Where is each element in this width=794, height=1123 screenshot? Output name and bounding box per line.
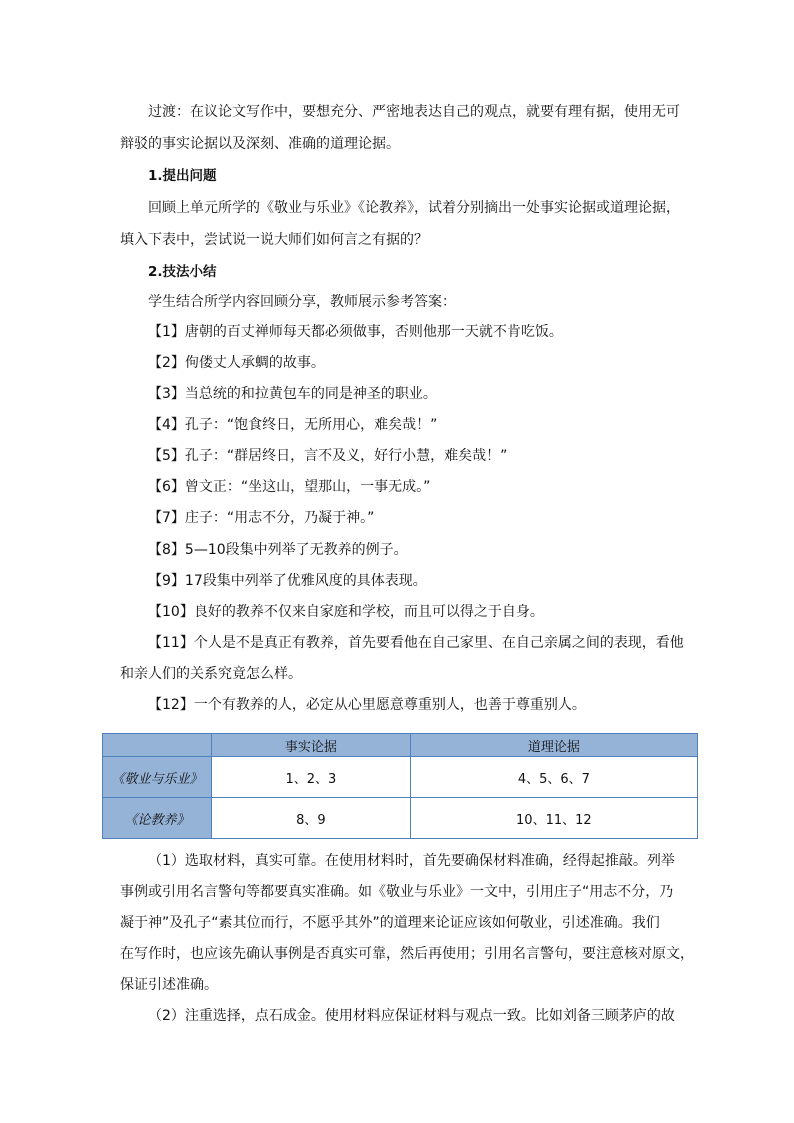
answer-5: 【5】孔子：“群居终日，言不及义，好行小慧，难矣哉！” (148, 448, 508, 464)
answer-2: 【2】佝偻丈人承蜩的故事。 (148, 355, 325, 371)
row-label-jiaoyang: 《论教养》 (103, 798, 212, 839)
question-line-1: 回顾上单元所学的《敬业与乐业》《论教养》，试着分别摘出一处事实论据或道理论据， (148, 200, 680, 216)
point-1-line-4: 在写作时，也应该先确认事例是否真实可靠，然后再使用；引用名言警句，要注意核对原文， (120, 946, 694, 962)
point-2-line-1: （2）注重选择，点石成金。使用材料应保证材料与观点一致。比如刘备三顾茅庐的故 (148, 1008, 675, 1024)
answer-12: 【12】一个有教养的人，必定从心里愿意尊重别人，也善于尊重别人。 (148, 697, 586, 713)
answer-3: 【3】当总统的和拉黄包车的同是神圣的职业。 (148, 386, 437, 402)
answer-9: 【9】17段集中列举了优雅风度的具体表现。 (148, 573, 427, 589)
table-header-row (103, 734, 698, 757)
cell-jiaoyang-fact: 8、9 (212, 798, 411, 839)
answer-11-line-2: 和亲人们的关系究竟怎么样。 (120, 666, 302, 682)
evidence-table (102, 733, 698, 839)
transition-line-1: 过渡：在议论文写作中，要想充分、严密地表达自己的观点，就要有理有据，使用无可 (148, 104, 680, 120)
heading-technique-summary: 2.技法小结 (148, 264, 217, 280)
cell-jingye-reason: 4、5、6、7 (410, 757, 697, 798)
row-label-jingye: 《敬业与乐业》 (103, 757, 212, 798)
answer-7: 【7】庄子：“用志不分，乃凝于神。” (148, 510, 375, 526)
point-1-line-3: 凝于神”及孔子“素其位而行，不愿乎其外”的道理来论证应该如何敬业，引述准确。我们 (120, 915, 660, 931)
intro-line: 学生结合所学内容回顾分享，教师展示参考答案： (148, 294, 456, 310)
cell-jingye-fact: 1、2、3 (212, 757, 411, 798)
transition-line-2: 辩驳的事实论据以及深刻、准确的道理论据。 (120, 136, 400, 152)
answer-6: 【6】曾文正：“坐这山，望那山，一事无成。” (148, 479, 431, 495)
answer-4: 【4】孔子：“饱食终日，无所用心，难矣哉！” (148, 417, 438, 433)
point-1-line-2: 事例或引用名言警句等都要真实准确。如《敬业与乐业》一文中，引用庄子“用志不分，乃 (120, 884, 674, 900)
point-1-line-5: 保证引述准确。 (120, 977, 218, 993)
question-line-2: 填入下表中，尝试说一说大师们如何言之有据的？ (120, 232, 428, 248)
heading-raise-question: 1.提出问题 (148, 168, 217, 184)
cell-jiaoyang-reason: 10、11、12 (410, 798, 697, 839)
column-header-reason: 道理论据 (410, 734, 697, 757)
table-row (103, 798, 698, 839)
answer-11-line-1: 【11】个人是不是真正有教养，首先要看他在自己家里、在自己亲属之间的表现，看他 (148, 635, 684, 651)
answer-10: 【10】良好的教养不仅来自家庭和学校，而且可以得之于自身。 (148, 604, 544, 620)
answer-1: 【1】唐朝的百丈禅师每天都必须做事，否则他那一天就不肯吃饭。 (148, 324, 563, 340)
answer-8: 【8】5—10段集中列举了无教养的例子。 (148, 542, 408, 558)
table-row (103, 757, 698, 798)
column-header-fact: 事实论据 (212, 734, 411, 757)
table-corner-cell (103, 734, 212, 757)
point-1-line-1: （1）选取材料，真实可靠。在使用材料时，首先要确保材料准确，经得起推敲。列举 (148, 853, 675, 869)
